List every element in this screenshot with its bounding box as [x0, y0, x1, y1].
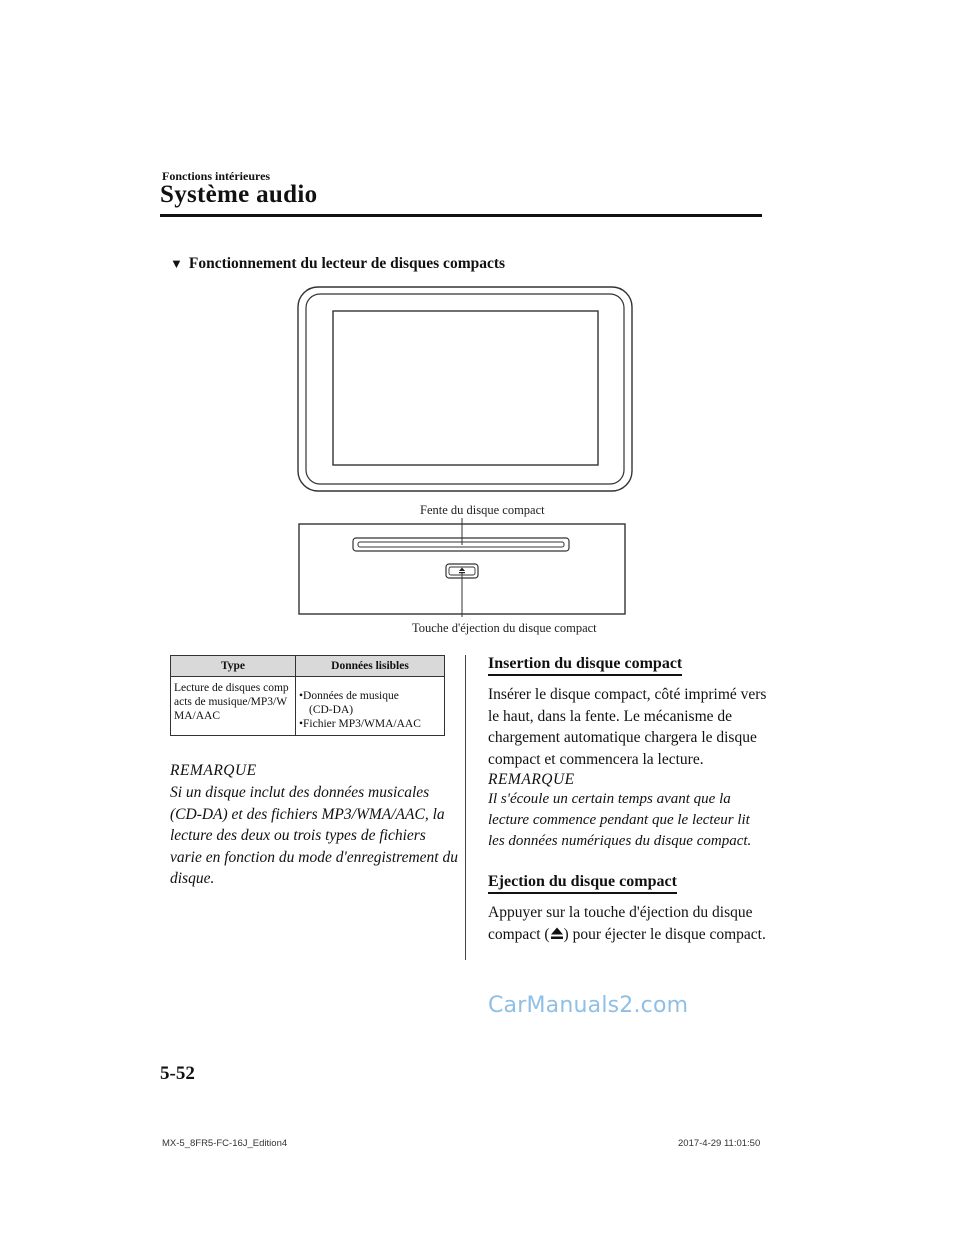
ejection-text-after: ) pour éjecter le disque compact. [563, 925, 766, 943]
eject-icon [550, 926, 564, 940]
cd-slot-outer [353, 538, 569, 551]
ejection-heading-wrap [488, 873, 768, 894]
section-marker-icon: ▼ [170, 256, 183, 271]
table-cell-type: Lecture de disques compacts de musique/MP3/WMA/AAC [171, 677, 296, 736]
bullet-icon: • [299, 690, 304, 702]
insertion-text: Insérer le disque compact, côté imprimé vers le haut, dans la fente. Le mécanisme de chargement automatique chargera le disque compact et commencera la lecture. [488, 686, 767, 768]
table-cell-data [296, 677, 445, 736]
footer-timestamp: 2017-4-29 11:01:50 [678, 1138, 761, 1149]
note-right [488, 771, 768, 852]
eject-label: Touche d'éjection du disque compact [412, 621, 597, 635]
slot-label: Fente du disque compact [420, 503, 545, 517]
data-item-cont: (CD-DA) [309, 704, 354, 716]
display-screen [333, 311, 598, 465]
data-item-text: Fichier MP3/WMA/AAC [303, 718, 421, 730]
display-inner-frame [306, 294, 624, 484]
page-title: Système audio [160, 181, 318, 208]
watermark-logo: CarManuals2.com [488, 993, 689, 1018]
table-row [171, 677, 445, 736]
data-item [299, 717, 441, 731]
ejection-text-before: Appuyer sur la touche d'éjection du disque compact ( [488, 904, 753, 943]
ejection-text [488, 902, 768, 945]
insertion-heading: Insertion du disque compact [488, 655, 682, 676]
note-title: REMARQUE [170, 762, 257, 779]
readable-data-table [170, 655, 445, 736]
note-body: Il s'écoule un certain temps avant que la lecture commence pendant que le lecteur lit les données numériques du disque compact. [488, 791, 752, 849]
chapter-label: Fonctions intérieures [162, 169, 271, 183]
cd-player-illustration [296, 285, 636, 625]
column-divider [465, 655, 466, 960]
page-number: 5-52 [160, 1063, 195, 1084]
cd-slot-inner [358, 542, 564, 547]
insertion-heading-wrap [488, 655, 768, 676]
table-header-data: Données lisibles [296, 656, 445, 677]
table-header-type: Type [171, 656, 296, 677]
data-item-text: Données de musique [303, 690, 399, 702]
ejection-heading: Ejection du disque compact [488, 873, 677, 894]
title-rule [160, 214, 762, 217]
note-body: Si un disque inclut des données musicales (CD-DA) et des fichiers MP3/WMA/AAC, la lecture des deux ou trois types de fichiers varie en fonction du mode d'enregistrement du disque. [170, 784, 458, 887]
note-left [170, 762, 460, 890]
table-header-row [171, 656, 445, 677]
bullet-icon: • [299, 718, 304, 730]
display-outer-frame [298, 287, 632, 491]
section-heading [170, 255, 505, 273]
data-item [299, 689, 441, 703]
note-title: REMARQUE [488, 771, 575, 788]
footer-edition: MX-5_8FR5-FC-16J_Edition4 [162, 1138, 288, 1149]
section-title: Fonctionnement du lecteur de disques compacts [188, 255, 506, 272]
eject-icon [459, 568, 465, 574]
